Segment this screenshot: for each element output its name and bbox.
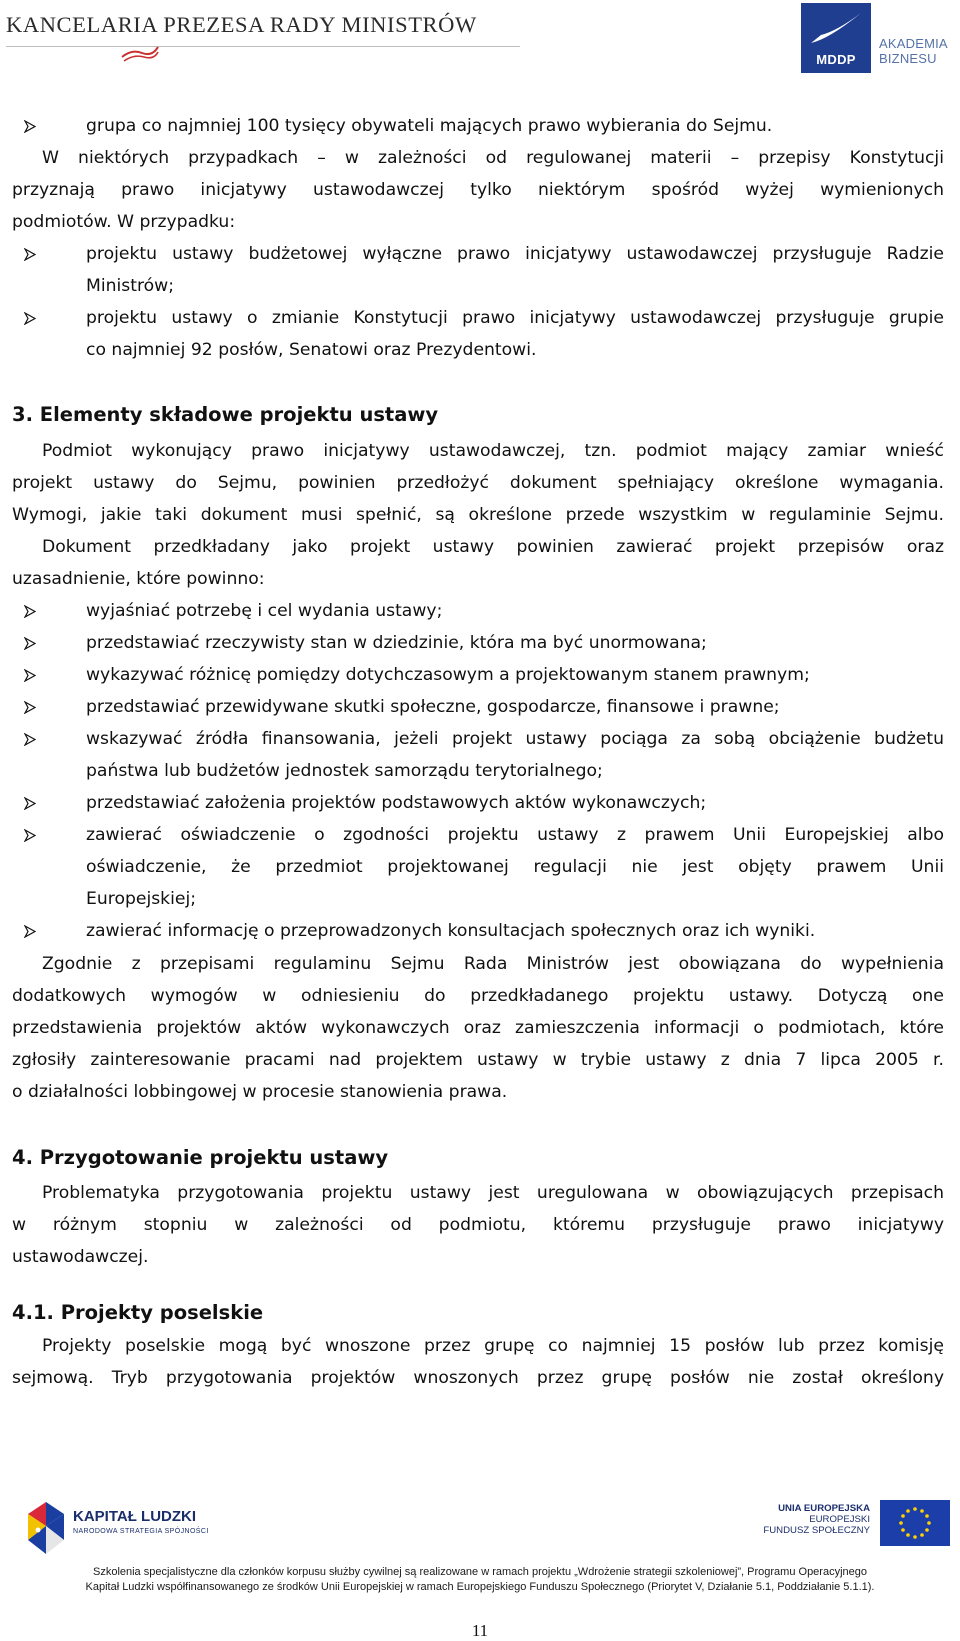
paragraph-line: Projekty poselskie mogą być wnoszone przez grupę co najmniej 15 posłów lub przez komisję bbox=[42, 1336, 944, 1356]
paragraph-line: W niektórych przypadkach – w zależności od regulowanej materii – przepisy Konstytucji bbox=[42, 148, 944, 168]
list-item bbox=[12, 726, 944, 752]
arrow-bullet-icon bbox=[24, 694, 42, 720]
header-rule bbox=[6, 46, 520, 47]
kapital-ludzki-subtitle: NARODOWA STRATEGIA SPÓJNOŚCI bbox=[73, 1528, 209, 1535]
list-item-text: wskazywać źródła finansowania, jeżeli projekt ustawy pociąga za sobą obciążenie budżetu bbox=[86, 729, 944, 749]
list-item-text: wyjaśniać potrzebę i cel wydania ustawy; bbox=[86, 601, 443, 621]
subsection-heading: 4.1. Projekty poselskie bbox=[12, 1301, 264, 1324]
arrow-bullet-icon bbox=[24, 598, 42, 624]
list-item-text: przedstawiać rzeczywisty stan w dziedzinie, która ma być unormowana; bbox=[86, 633, 707, 653]
list-item-text: projektu ustawy o zmianie Konstytucji prawo inicjatywy ustawodawczej przysługuje grupie bbox=[86, 308, 944, 328]
paragraph-line: w różnym stopniu w zależności od podmiotu, któremu przysługuje prawo inicjatywy bbox=[12, 1215, 944, 1235]
paragraph-line: sejmową. Tryb przygotowania projektów wnoszonych przez grupę posłów nie został określony bbox=[12, 1368, 944, 1388]
list-item bbox=[12, 598, 944, 624]
mddp-label: MDDP bbox=[816, 52, 856, 67]
kapital-ludzki-logo-icon bbox=[26, 1500, 66, 1556]
arrow-bullet-icon bbox=[24, 241, 42, 267]
arrow-bullet-icon bbox=[24, 630, 42, 656]
paragraph-line: o działalności lobbingowej w procesie stanowienia prawa. bbox=[12, 1082, 508, 1102]
arrow-bullet-icon bbox=[24, 113, 42, 139]
list-item bbox=[12, 694, 944, 720]
paragraph-line: ustawodawczej. bbox=[12, 1247, 149, 1267]
mddp-logo bbox=[801, 3, 871, 73]
list-item bbox=[12, 790, 944, 816]
list-item bbox=[12, 822, 944, 848]
arrow-bullet-icon bbox=[24, 305, 42, 331]
paragraph-line: Problematyka przygotowania projektu ustawy jest uregulowana w obowiązujących przepisach bbox=[42, 1183, 944, 1203]
arrow-bullet-icon bbox=[24, 662, 42, 688]
eu-line: FUNDUSZ SPOŁECZNY bbox=[763, 1525, 870, 1536]
arrow-bullet-icon bbox=[24, 822, 42, 848]
list-item-text: przedstawiać przewidywane skutki społeczne, gospodarcze, finansowe i prawne; bbox=[86, 697, 780, 717]
paragraph-line: zgłosiły zainteresowanie pracami nad projektem ustawy w trybie ustawy z dnia 7 lipca 2005 r. bbox=[12, 1050, 944, 1070]
page-header bbox=[0, 0, 960, 80]
list-item-continuation: państwa lub budżetów jednostek samorządu terytorialnego; bbox=[86, 761, 603, 781]
list-item-text: zawierać oświadczenie o zgodności projektu ustawy z prawem Unii Europejskiej albo bbox=[86, 825, 944, 845]
paragraph-line: Dokument przedkładany jako projekt ustawy powinien zawierać projekt przepisów oraz bbox=[42, 537, 944, 557]
paragraph-line: projekt ustawy do Sejmu, powinien przedłożyć dokument spełniający określone wymagania. bbox=[12, 473, 944, 493]
paragraph-line: uzasadnienie, które powinno: bbox=[12, 569, 265, 589]
eu-line: EUROPEJSKI bbox=[809, 1514, 870, 1525]
paragraph-line: Zgodnie z przepisami regulaminu Sejmu Rada Ministrów jest obowiązana do wypełnienia bbox=[42, 954, 944, 974]
eu-fund-text bbox=[730, 1503, 870, 1536]
list-item-text: wykazywać różnicę pomiędzy dotychczasowym a projektowanym stanem prawnym; bbox=[86, 665, 810, 685]
kapital-ludzki-title: KAPITAŁ LUDZKI bbox=[73, 1508, 197, 1525]
footer-note-line: Szkolenia specjalistyczne dla członków korpusu służby cywilnej są realizowane w ramach projektu „Wdrożenie strategii szkoleniowej”, Programu Operacyjnego bbox=[92, 1566, 867, 1578]
akademia-line: AKADEMIA bbox=[879, 36, 948, 51]
list-item-text: grupa co najmniej 100 tysięcy obywateli mających prawo wybierania do Sejmu. bbox=[86, 116, 773, 136]
footer-note-line: Kapitał Ludzki współfinansowanego ze środków Unii Europejskiej w ramach Europejskiego Funduszu Społecznego (Priorytet V, Działanie 5.1, Poddziałanie 5.1.1). bbox=[85, 1581, 875, 1593]
list-item-text: przedstawiać założenia projektów podstawowych aktów wykonawczych; bbox=[86, 793, 707, 813]
paragraph-line: Podmiot wykonujący prawo inicjatywy ustawodawczej, tzn. podmiot mający zamiar wnieść bbox=[42, 441, 944, 461]
list-item-continuation: Europejskiej; bbox=[86, 889, 197, 909]
section-heading: 3. Elementy składowe projektu ustawy bbox=[12, 403, 439, 426]
flag-flourish-icon bbox=[120, 43, 160, 63]
footer-funding-note bbox=[0, 1565, 960, 1595]
biznesu-line: BIZNESU bbox=[879, 51, 937, 66]
eu-line: UNIA EUROPEJSKA bbox=[778, 1503, 870, 1514]
paragraph-line: dodatkowych wymogów w odniesieniu do przedkładanego projektu ustawy. Dotyczą one bbox=[12, 986, 944, 1006]
arrow-bullet-icon bbox=[24, 726, 42, 752]
list-item-continuation: oświadczenie, że przedmiot projektowanej regulacji nie jest objęty prawem Unii bbox=[86, 857, 944, 877]
list-item bbox=[12, 662, 944, 688]
paragraph-line: podmiotów. W przypadku: bbox=[12, 212, 236, 232]
section-heading: 4. Przygotowanie projektu ustawy bbox=[12, 1146, 389, 1169]
list-item bbox=[12, 305, 944, 331]
arrow-bullet-icon bbox=[24, 790, 42, 816]
list-item bbox=[12, 113, 944, 139]
list-item bbox=[12, 918, 944, 944]
arrow-bullet-icon bbox=[24, 918, 42, 944]
kprm-logo-text: KANCELARIA PREZESA RADY MINISTRÓW bbox=[6, 12, 477, 37]
swoosh-icon bbox=[807, 9, 865, 49]
page-number: 11 bbox=[471, 1621, 489, 1640]
eu-flag-icon bbox=[880, 1500, 950, 1546]
list-item bbox=[12, 630, 944, 656]
list-item-text: zawierać informację o przeprowadzonych konsultacjach społecznych oraz ich wyniki. bbox=[86, 921, 816, 941]
list-item-text: projektu ustawy budżetowej wyłączne prawo inicjatywy ustawodawczej przysługuje Radzie bbox=[86, 244, 944, 264]
paragraph-line: przedstawienia projektów aktów wykonawczych oraz zamieszczenia informacji o podmiotach, które bbox=[12, 1018, 944, 1038]
list-item-continuation: Ministrów; bbox=[86, 276, 175, 296]
akademia-biznesu-logo-text bbox=[879, 36, 948, 66]
list-item-continuation: co najmniej 92 posłów, Senatowi oraz Prezydentowi. bbox=[86, 340, 537, 360]
list-item bbox=[12, 241, 944, 267]
page-footer bbox=[0, 1490, 960, 1641]
paragraph-line: Wymogi, jakie taki dokument musi spełnić, są określone przede wszystkim w regulaminie Sejmu. bbox=[12, 505, 944, 525]
paragraph-line: przyznają prawo inicjatywy ustawodawczej tylko niektórym spośród wyżej wymienionych bbox=[12, 180, 944, 200]
